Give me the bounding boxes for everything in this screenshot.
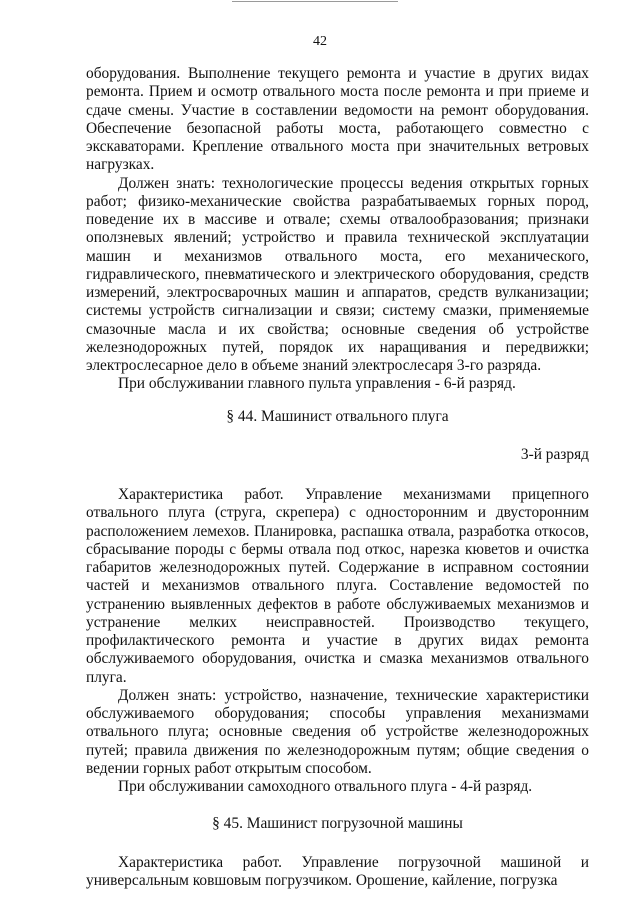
- page-number: 42: [313, 34, 327, 49]
- paragraph-continuation: оборудования. Выполнение текущего ремонта и участие в других видах ремонта. Прием и осмотр отвального моста после ремонта и при приеме и сдаче смены. Участие в составлении ведомости на ремонт оборудования. Обеспечение безопасной работы моста, работающего совместно с экскаваторами. Крепление отвального моста при значительных ветровых нагрузках.: [86, 65, 589, 174]
- paragraph-must-know: Должен знать: технологические процессы ведения открытых горных работ; физико-механические свойства разрабатываемых горных пород, поведение их в массиве и отвале; схемы отвалообразования; признаки оползневых явлений; устройство и правила технической эксплуатации машин и механизмов отвального моста, его механического, гидравлического, пневматического и электрического оборудования, средств измерений, электросварочных машин и аппаратов, средств вулканизации; системы устройств сигнализации и связи; систему смазки, применяемые смазочные масла и их свойства; основные сведения об устройстве железнодорожных путей, порядок их наращивания и передвижки; электрослесарное дело в объеме знаний электрослесаря 3-го разряда.: [86, 174, 589, 374]
- paragraph-must-know-plow: Должен знать: устройство, назначение, технические характеристики обслуживаемого оборудования; способы управления механизмами отвального плуга; основные сведения об устройстве железнодорожных путей; правила движения по железнодорожным путям; общие сведения о ведении горных работ открытым способом.: [86, 686, 589, 777]
- paragraph-work-characteristics: Характеристика работ. Управление механизмами прицепного отвального плуга (струга, скрепера) с односторонним и двусторонним расположением лемехов. Планировка, распашка отвала, разработка откосов, сбрасывание породы с бермы отвала под откос, нарезка кюветов и очистка габаритов железнодорожных путей. Содержание в исправном состоянии частей и механизмов отвального плуга. Составление ведомостей по устранению выявленных дефектов в работе обслуживаемых механизмов и устранение мелких неисправностей. Производство текущего, профилактического ремонта и участие в других видах ремонта обслуживаемого оборудования, очистка и смазка механизмов отвального плуга.: [86, 486, 589, 686]
- document-body: [86, 65, 589, 890]
- paragraph-main-console-grade: При обслуживании главного пульта управления - 6-й разряд.: [118, 375, 516, 393]
- paragraph-self-propelled-grade: При обслуживании самоходного отвального плуга - 4-й разряд.: [118, 778, 533, 795]
- top-divider: [232, 1, 398, 2]
- paragraph-loader-characteristics: Характеристика работ. Управление погрузочной машиной и универсальным ковшовым погрузчиком. Орошение, кайление, погрузка: [86, 853, 589, 889]
- section-heading-45: § 45. Машинист погрузочной машины: [212, 815, 463, 833]
- grade-label: 3-й разряд: [520, 445, 589, 463]
- section-heading-44: § 44. Машинист отвального плуга: [226, 407, 449, 425]
